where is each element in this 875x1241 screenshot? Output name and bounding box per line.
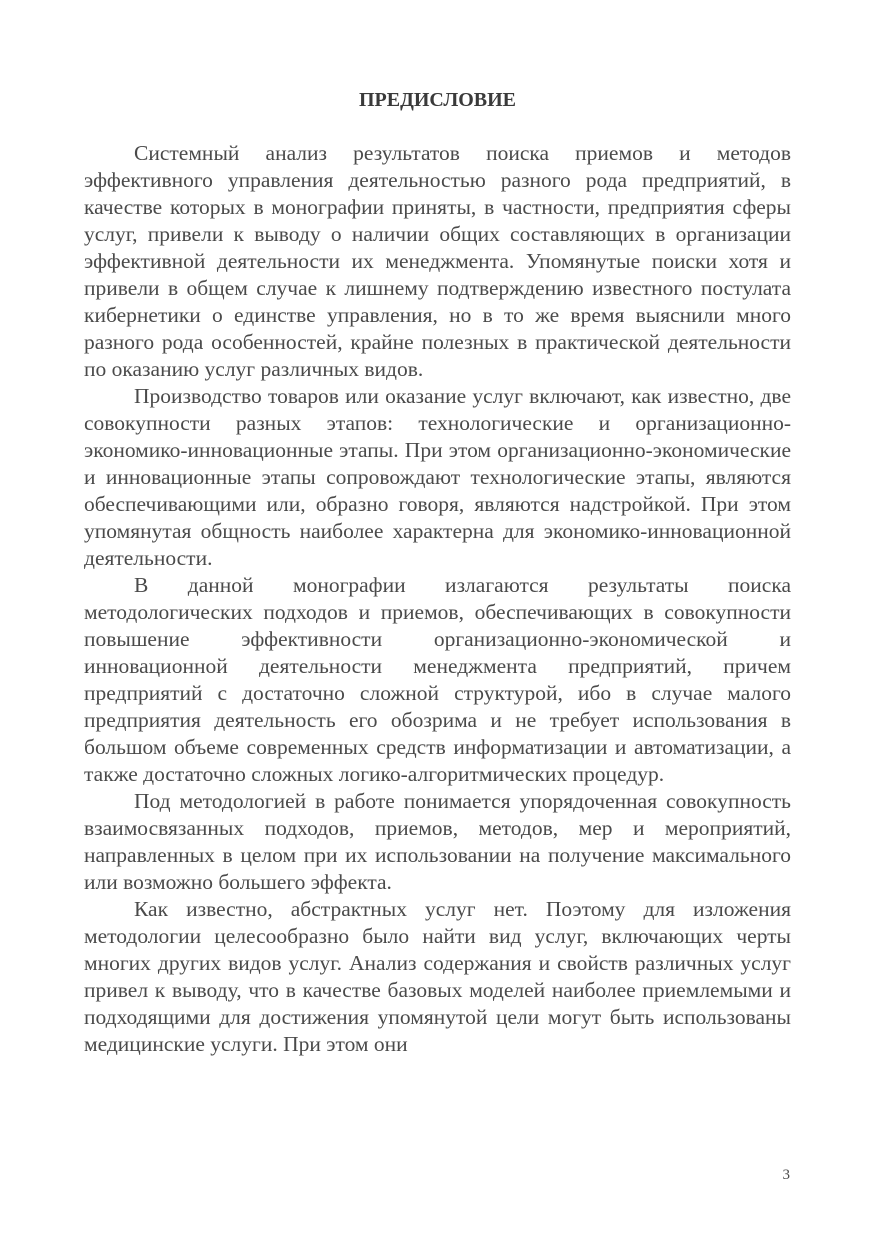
body-text: [84, 140, 791, 1058]
page-title: ПРЕДИСЛОВИЕ: [358, 89, 517, 111]
paragraph-4: Под методологией в работе понимается упорядоченная совокупность взаимосвязанных подходов, приемов, методов, мер и мероприятий, направленных в целом при их использовании на получение максимального или возможно большего эффекта.: [84, 789, 791, 894]
paragraph-2: Производство товаров или оказание услуг включают, как известно, две совокупности разных этапов: технологические и организационно-экономико-инновационные этапы. При этом организационно-экономические и инновационные этапы сопровождают технологические этапы, являются обеспечивающими или, образно говоря, являются надстройкой. При этом упомянутая общность наиболее характерна для экономико-инновационной деятельности.: [84, 384, 791, 570]
paragraph-1: Системный анализ результатов поиска приемов и методов эффективного управления деятельностью разного рода предприятий, в качестве которых в монографии приняты, в частности, предприятия сферы услуг, привели к выводу о наличии общих составляющих в организации эффективной деятельности их менеджмента. Упомянутые поиски хотя и привели в общем случае к лишнему подтверждению известного постулата кибернетики о единстве управления, но в то же время выяснили много разного рода особенностей, крайне полезных в практической деятельности по оказанию услуг различных видов.: [84, 141, 791, 381]
paragraph-5: Как известно, абстрактных услуг нет. Поэтому для изложения методологии целесообразно было найти вид услуг, включающих черты многих других видов услуг. Анализ содержания и свойств различных услуг привел к выводу, что в качестве базовых моделей наиболее приемлемыми и подходящими для достижения упомянутой цели могут быть использованы медицинские услуги. При этом они: [84, 897, 791, 1056]
paragraph-3: В данной монографии излагаются результаты поиска методологических подходов и приемов, обеспечивающих в совокупности повышение эффективности организационно-экономической и инновационной деятельности менеджмента предприятий, причем предприятий с достаточно сложной структурой, ибо в случае малого предприятия деятельность его обозрима и не требует использования в большом объеме современных средств информатизации и автоматизации, а также достаточно сложных логико-алгоритмических процедур.: [84, 573, 791, 786]
page-number: 3: [782, 1167, 790, 1183]
